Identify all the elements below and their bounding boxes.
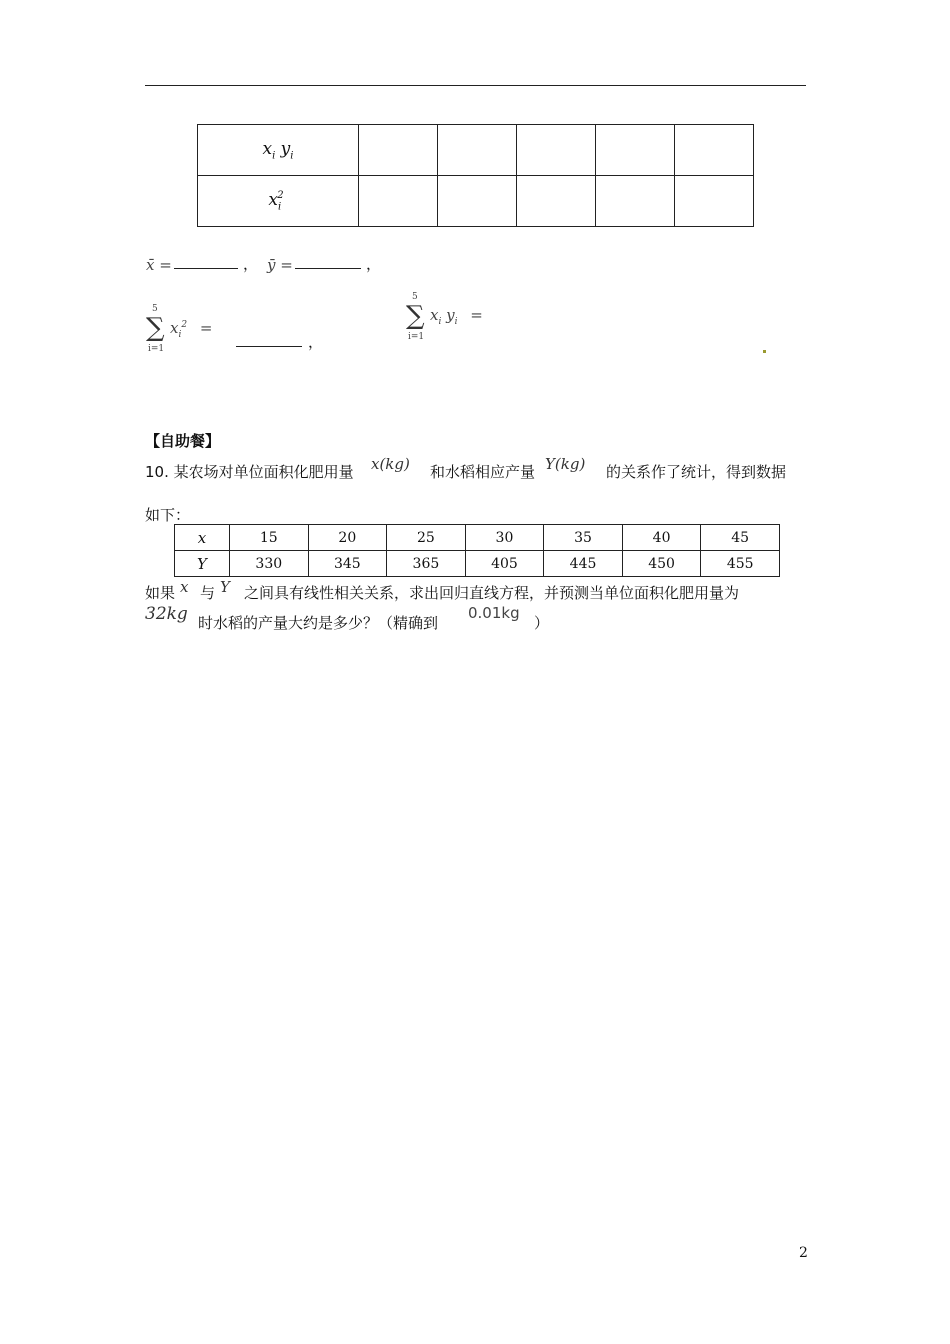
problem-text: 与: [200, 584, 216, 602]
table-cell: 20: [308, 525, 387, 551]
precision: 0.01kg: [468, 604, 520, 622]
sum-upper: 5: [412, 292, 418, 302]
table-cell[interactable]: [438, 125, 517, 176]
table-cell: 450: [622, 551, 701, 577]
table-cell: 25: [387, 525, 466, 551]
row-label-x: x: [175, 525, 230, 551]
comma: ，: [308, 333, 324, 351]
comma: ，: [243, 255, 259, 273]
sum-lower: i=1: [408, 332, 425, 342]
section-title: 【自助餐】: [145, 432, 221, 450]
table-cell[interactable]: [596, 125, 675, 176]
page-number: 2: [799, 1245, 808, 1261]
table-cell: 40: [622, 525, 701, 551]
table-row: [175, 551, 780, 577]
xbar-blank[interactable]: [174, 267, 238, 269]
sum-lower: i=1: [148, 344, 165, 354]
table-cell: 15: [230, 525, 309, 551]
amount: 32kg: [145, 604, 188, 624]
table-cell[interactable]: [675, 125, 754, 176]
problem-text: 的关系作了统计，得到数据: [606, 463, 787, 481]
table-cell[interactable]: [517, 176, 596, 227]
table-cell[interactable]: [675, 176, 754, 227]
table-cell[interactable]: [517, 125, 596, 176]
ybar-label: ȳ =: [267, 256, 293, 274]
sum-expr: $x_i$ $y_i$ =: [430, 306, 483, 327]
data-table: [174, 524, 780, 577]
sigma-symbol: ∑: [406, 301, 425, 331]
var-x-kg: x(kg): [371, 455, 410, 473]
row-label-xi2: $x_i^2$: [198, 176, 359, 227]
var-Y-kg: Y(kg): [545, 455, 586, 473]
ybar-blank[interactable]: [295, 267, 361, 269]
problem-text: ）: [534, 614, 550, 632]
table-cell: 445: [544, 551, 623, 577]
table-row: [198, 125, 754, 176]
table-cell[interactable]: [596, 176, 675, 227]
table-cell[interactable]: [359, 176, 438, 227]
table-row: [175, 525, 780, 551]
calc-table: [197, 124, 754, 227]
table-cell: 405: [465, 551, 544, 577]
problem-text: 之间具有线性相关关系，求出回归直线方程，并预测当单位面积化肥用量为: [244, 584, 740, 602]
comma: ，: [366, 255, 382, 273]
var-Y: Y: [220, 578, 230, 596]
xbar-label: x̄ =: [146, 256, 172, 274]
sum-expr: $x_i^2$ =: [170, 319, 213, 340]
table-cell: 30: [465, 525, 544, 551]
var-x: x: [180, 578, 189, 596]
table-cell: 330: [230, 551, 309, 577]
table-cell: 45: [701, 525, 780, 551]
sum-upper: 5: [152, 304, 158, 314]
sum-x2-blank[interactable]: [236, 345, 302, 347]
stray-dot: [763, 350, 766, 353]
table-row: [198, 176, 754, 227]
table-cell[interactable]: [359, 125, 438, 176]
table-cell: 365: [387, 551, 466, 577]
table-cell[interactable]: [438, 176, 517, 227]
header-rule: [145, 85, 806, 86]
row-label-Y: Y: [175, 551, 230, 577]
problem-text: 如果: [145, 584, 176, 602]
problem-text: 和水稻相应产量: [430, 463, 536, 481]
problem-text: 10. 某农场对单位面积化肥用量: [145, 463, 354, 481]
problem-text: 时水稻的产量大约是多少？（精确到: [198, 614, 439, 632]
table-cell: 345: [308, 551, 387, 577]
table-cell: 35: [544, 525, 623, 551]
sigma-symbol: ∑: [146, 313, 165, 343]
problem-text: 如下：: [145, 506, 191, 524]
row-label-xiyi: $x_i$ $y_i$: [198, 125, 359, 176]
table-cell: 455: [701, 551, 780, 577]
